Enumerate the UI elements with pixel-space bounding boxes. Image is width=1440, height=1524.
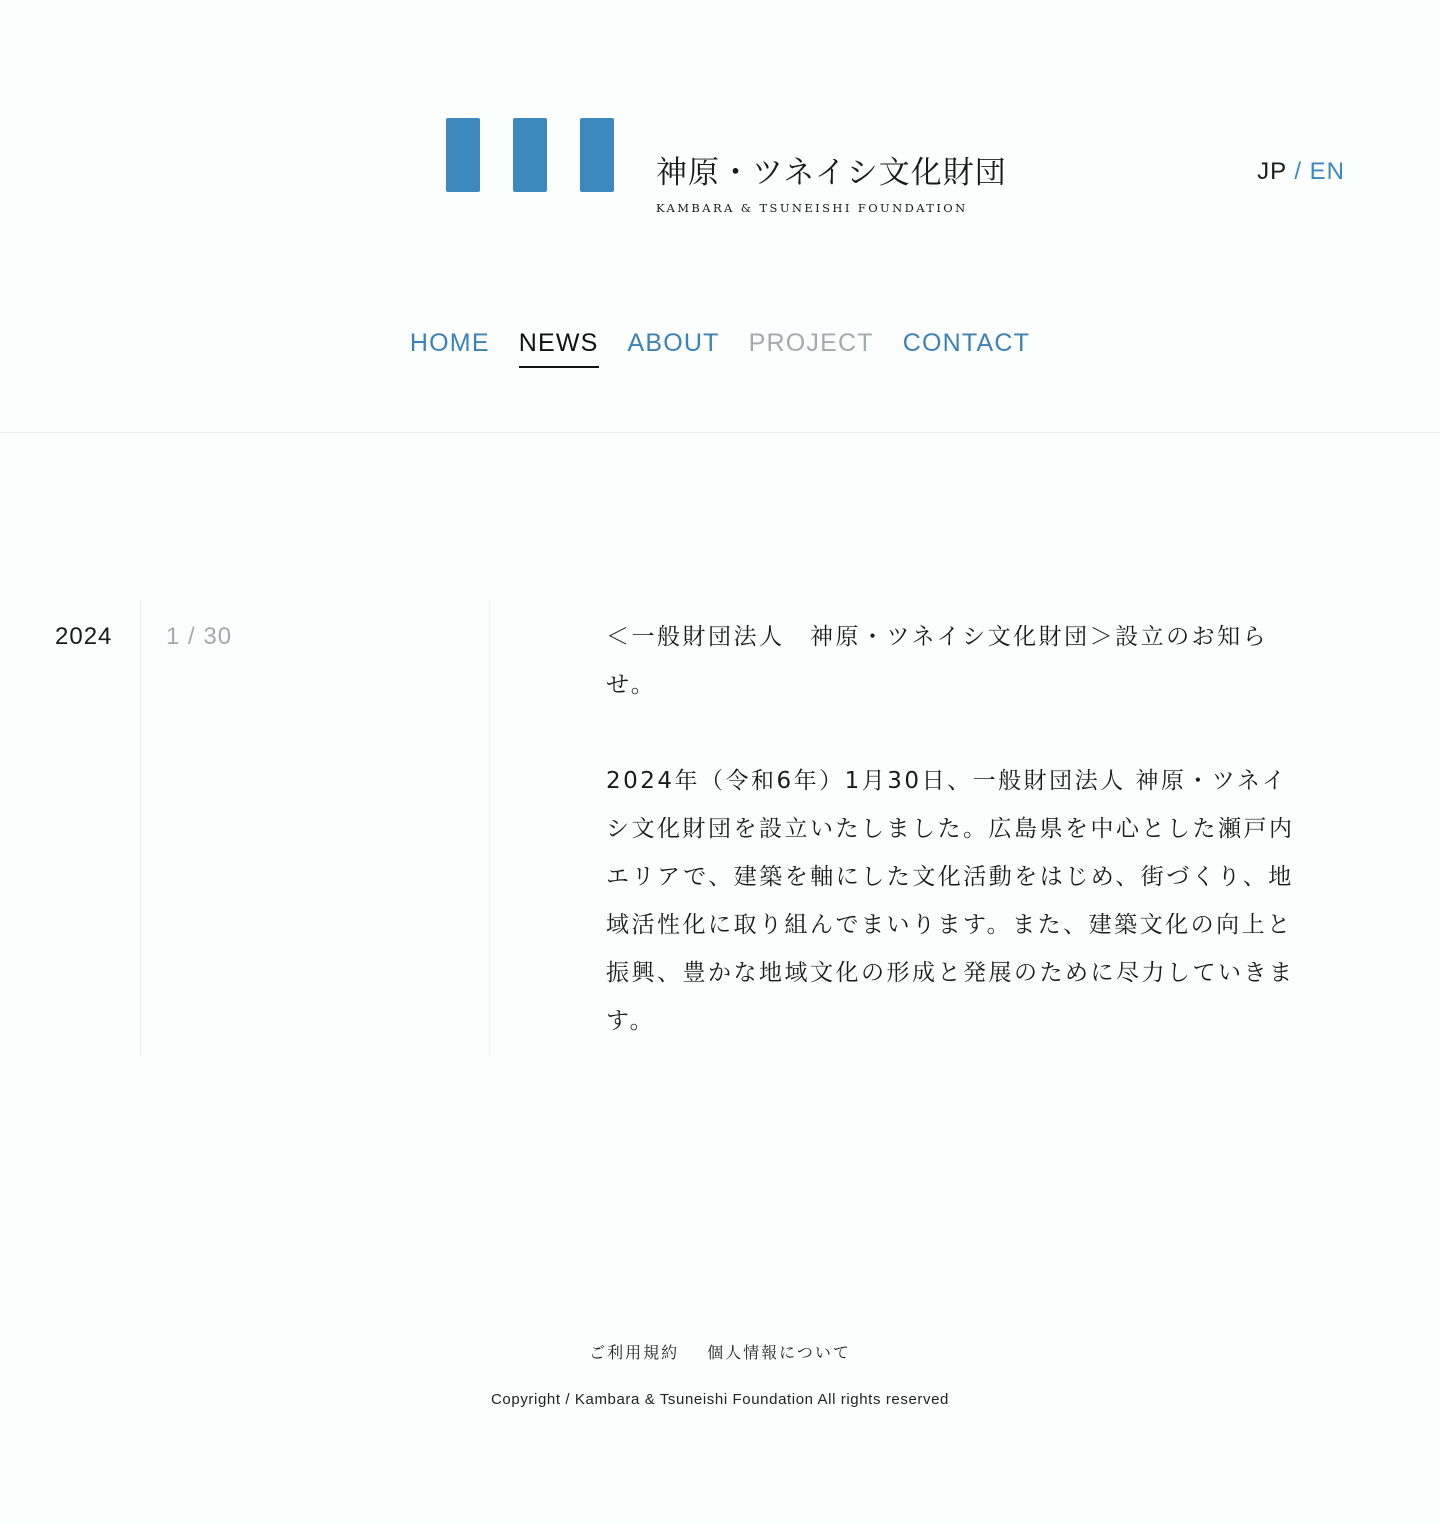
logo-title-en: KAMBARA & TSUNEISHI FOUNDATION [656, 201, 968, 215]
lang-en-link[interactable]: EN [1309, 158, 1345, 185]
news-title: ＜一般財団法人 神原・ツネイシ文化財団＞設立のお知らせ。 [606, 624, 1269, 698]
footer-link-terms[interactable]: ご利用規約 [589, 1343, 680, 1362]
nav-home[interactable]: HOME [409, 329, 490, 357]
news-article [606, 613, 1306, 1045]
lang-jp-link[interactable]: JP [1257, 158, 1287, 185]
main-nav [0, 330, 1440, 368]
header-divider [0, 432, 1440, 433]
language-switcher [1257, 158, 1345, 186]
site-logo[interactable] [446, 118, 1007, 215]
logo-bar [446, 118, 480, 192]
footer-links [0, 1340, 1440, 1363]
lang-separator: / [1294, 158, 1302, 185]
logo-bar [513, 118, 547, 192]
logo-mark-icon [446, 118, 614, 192]
news-body: 2024年（令和6年）1月30日、一般財団法人 神原・ツネイシ文化財団を設立いたしました。広島県を中心とした瀬戸内エリアで、建築を軸にした文化活動をはじめ、街づくり、地域活性化に取り組んでまいります。また、建築文化の向上と振興、豊かな地域文化の形成と発展のために尽力していきます。 [606, 768, 1295, 1034]
column-divider [489, 600, 490, 1056]
copyright: Copyright / Kambara & Tsuneishi Foundation All rights reserved [491, 1391, 949, 1408]
logo-title-jp: 神原・ツネイシ文化財団 [656, 155, 1007, 191]
column-divider [140, 600, 141, 1056]
logo-bar [580, 118, 614, 192]
logo-text [656, 155, 1007, 215]
nav-news[interactable]: NEWS [519, 330, 599, 368]
nav-contact[interactable]: CONTACT [902, 329, 1031, 357]
news-year: 2024 [55, 623, 113, 650]
footer-link-privacy[interactable]: 個人情報について [707, 1343, 851, 1362]
nav-project: PROJECT [748, 329, 874, 357]
nav-about[interactable]: ABOUT [627, 329, 720, 357]
news-date: 1 / 30 [166, 623, 233, 650]
